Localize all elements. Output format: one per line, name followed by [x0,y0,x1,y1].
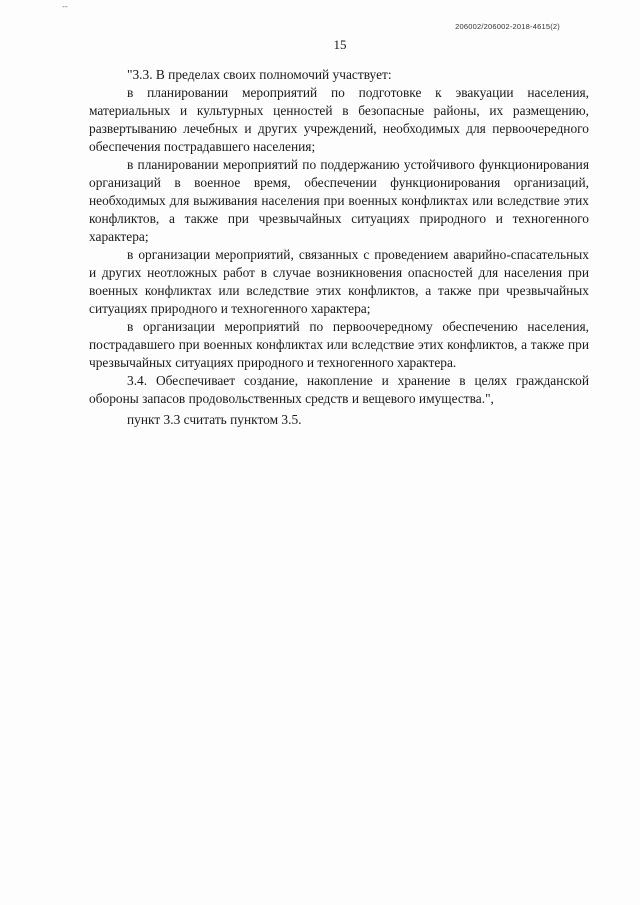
paragraph-supply: в организации мероприятий по первоочередному обеспечению населения, пострадавшего при военных конфликтах или вследствие этих конфликтов, а также при чрезвычайных ситуациях природного и техногенного характера. [89,319,589,370]
paragraph-3-3-intro: "3.3. В пределах своих полномочий участвует: [127,67,392,82]
paragraph-functioning: в планировании мероприятий по поддержанию устойчивого функционирования организаций в военное время, обеспечении функционирования организаций, необходимых для выживания населения при военных конфликтах или вследствие этих конфликтов, а также при чрезвычайных ситуациях природного и техногенного характера; [89,157,589,244]
scan-mark: -- [62,2,68,11]
page-number: 15 [333,37,347,52]
paragraph-3-4: 3.4. Обеспечивает создание, накопление и хранение в целях гражданской обороны запасов продовольственных средств и вещевого имущества.", [89,373,589,406]
document-body [89,66,589,429]
paragraph-renumber: пункт 3.3 считать пунктом 3.5. [127,412,302,427]
paragraph-evacuation: в планировании мероприятий по подготовке к эвакуации населения, материальных и культурных ценностей в безопасные районы, их размещению, развертыванию лечебных и других учреждений, необходимых для первоочередного обеспечения пострадавшего населения; [89,85,589,154]
paragraph-rescue-works: в организации мероприятий, связанных с проведением аварийно-спасательных и других неотложных работ в случае возникновения опасностей для населения при военных конфликтах или вследствие этих конфликтов, а также при чрезвычайных ситуациях природного и техногенного характера; [89,247,589,316]
document-id: 206002/206002-2018-4615(2) [455,22,560,31]
